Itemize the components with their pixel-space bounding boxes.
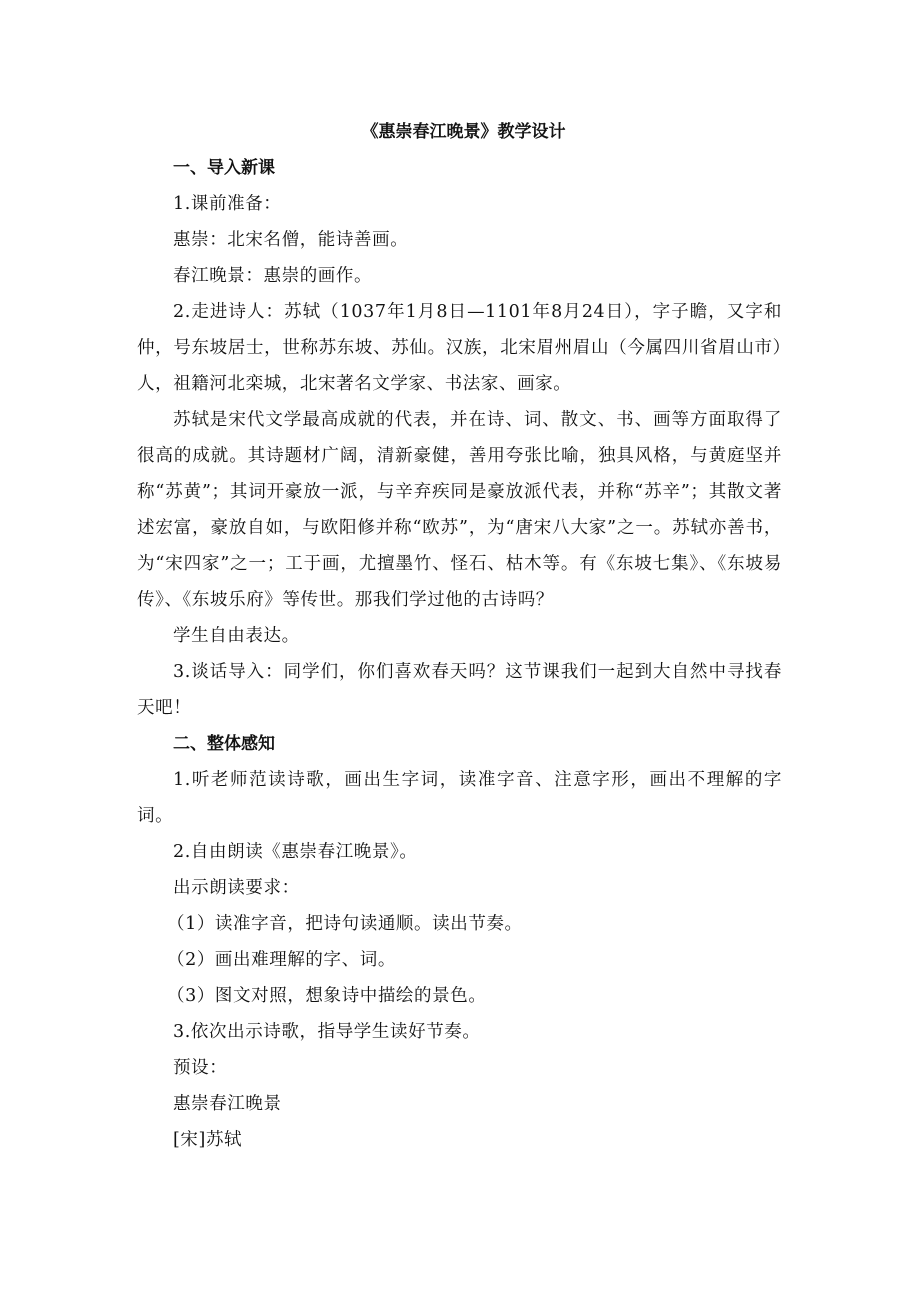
talk-intro-paragraph: 3.谈话导入：同学们，你们喜欢春天吗？这节课我们一起到大自然中寻找春天吧！	[137, 662, 782, 718]
huichong-note: 惠崇：北宋名僧，能诗善画。	[173, 230, 409, 250]
preset-label: 预设：	[173, 1058, 228, 1078]
document-title: 《惠崇春江晚景》教学设计	[361, 122, 566, 142]
rhythm-item: 3.依次出示诗歌，指导学生读好节奏。	[173, 1022, 481, 1042]
free-read-item: 2.自由朗读《惠崇春江晚景》。	[173, 842, 418, 862]
poem-title: 惠崇春江晚景	[173, 1094, 282, 1114]
requirement-item: （3）图文对照，想象诗中描绘的景色。	[167, 986, 487, 1006]
section-heading-perception: 二、整体感知	[173, 734, 275, 754]
poet-intro-paragraph: 2.走进诗人：苏轼（1037年1月8日—1101年8月24日），字子瞻，又字和仲，号东坡居士，世称苏东坡、苏仙。汉族，北宋眉州眉山（今属四川省眉山市）人，祖籍河北栾城，北宋著名文学家、书法家、画家。	[137, 302, 782, 394]
prep-label: 1.课前准备：	[173, 194, 282, 214]
requirement-item: （2）画出难理解的字、词。	[167, 950, 396, 970]
achievements-paragraph: 苏轼是宋代文学最高成就的代表，并在诗、词、散文、书、画等方面取得了很高的成就。其诗题材广阔，清新豪健，善用夸张比喻，独具风格，与黄庭坚并称“苏黄”；其词开豪放一派，与辛弃疾同是豪放派代表，并称“苏辛”；其散文著述宏富，豪放自如，与欧阳修并称“欧苏”，为“唐宋八大家”之一。苏轼亦善书，为“宋四家”之一；工于画，尤擅墨竹、怪石、枯木等。有《东坡七集》、《东坡易传》、《东坡乐府》等传世。那我们学过他的古诗吗？	[137, 410, 782, 610]
requirements-label: 出示朗读要求：	[173, 878, 300, 898]
painting-note: 春江晚景：惠崇的画作。	[173, 266, 373, 286]
requirement-item: （1）读准字音，把诗句读通顺。读出节奏。	[167, 914, 523, 934]
poem-author: [宋]苏轼	[173, 1130, 243, 1150]
section-heading-intro: 一、导入新课	[173, 158, 275, 178]
document-page	[137, 114, 782, 1158]
listen-paragraph: 1.听老师范读诗歌，画出生字词，读准字音、注意字形，画出不理解的字词。	[137, 770, 782, 826]
student-response: 学生自由表达。	[173, 626, 300, 646]
